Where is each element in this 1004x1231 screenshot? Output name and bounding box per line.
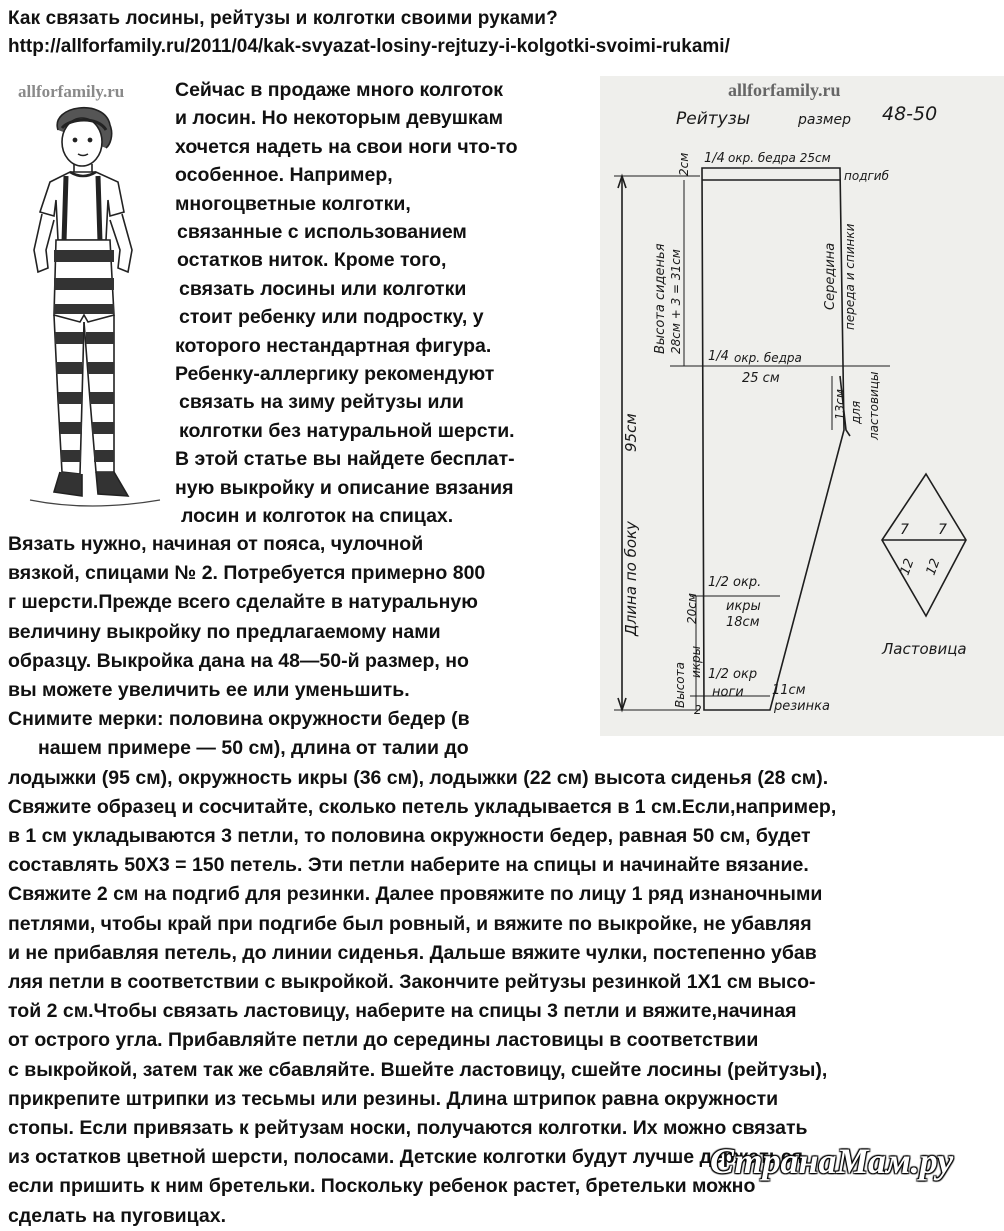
intro-line: и лосин. Но некоторым девушкам <box>175 107 504 130</box>
pattern-size: 48-50 <box>882 103 938 125</box>
body-line: вы можете увеличить ее или уменьшить. <box>8 679 410 702</box>
intro-text <box>175 76 595 531</box>
side-length: Длина по боку <box>622 521 640 636</box>
intro-line: колготки без натуральной шерсти. <box>179 419 515 442</box>
intro-line: особенное. Например, <box>175 164 393 187</box>
body-line: вязкой, спицами № 2. Потребуется примерно 800 <box>8 562 486 585</box>
calf-half: 1/2 окр. <box>708 575 762 590</box>
intro-line: связать на зиму рейтузы или <box>179 391 464 414</box>
calf-word: икры <box>726 599 761 614</box>
body-line: той 2 см.Чтобы связать ластовицу, наберите на спицы 3 петли и вяжите,начиная <box>8 1000 797 1023</box>
ninety-five-cm: 95см <box>622 413 640 452</box>
body-line: стопы. Если привязать к рейтузам носки, получаются колготки. Их можно связать <box>8 1117 808 1140</box>
body-line: Свяжите образец и сосчитайте, сколько петель укладывается в 1 см.Если,например, <box>8 795 837 818</box>
intro-line: которого нестандартная фигура. <box>175 334 492 357</box>
body-line: г шерсти.Прежде всего сделайте в натуральную <box>8 591 478 614</box>
calf-height-1: Высота <box>673 662 687 708</box>
body-line: лодыжки (95 см), окружность икры (36 см), лодыжки (22 см) высота сиденья (28 см). <box>8 766 829 789</box>
body-line: сделать на пуговицах. <box>8 1204 227 1227</box>
two-cm-bottom: 2 <box>694 703 702 717</box>
twenty-cm: 20см <box>685 593 699 624</box>
body-line: Свяжите 2 см на подгиб для резинки. Далее провяжите по лицу 1 ряд изнаночными <box>8 883 823 906</box>
center-1: Середина <box>823 242 838 310</box>
seat-height-1: Высота сиденья <box>653 243 668 354</box>
intro-line: связанные с использованием <box>177 221 467 244</box>
ankle-val: 11см <box>772 683 806 698</box>
brand-watermark: СтранаМам.ру <box>710 1141 954 1181</box>
thirteen-cm: 13см <box>833 389 847 420</box>
intro-line: ную выкройку и описание вязания <box>175 476 514 499</box>
pattern-title: Рейтузы <box>676 109 751 129</box>
body-line: если пришить к ним бретельки. Поскольку ребенок растет, бретельки можно <box>8 1175 756 1198</box>
two-cm-top: 2см <box>677 152 691 176</box>
body-line: с выкройкой, затем так же сбавляйте. Вшейте ластовицу, сшейте лосины (рейтузы), <box>8 1058 828 1081</box>
ankle-half: 1/2 окр <box>708 667 758 682</box>
body-line: от острого угла. Прибавляйте петли до середины ластовицы в соответствии <box>8 1029 759 1052</box>
seat-height-2: 28см + 3 = 31см <box>669 249 683 354</box>
body-line: Снимите мерки: половина окружности бедер (в <box>8 708 470 731</box>
body-line: петлями, чтобы край при подгибе был ровный, и вяжите по выкройке, не убавляя <box>8 912 812 935</box>
intro-line: лосин и колготок на спицах. <box>181 505 454 528</box>
body-line: величину выкройку по предлагаемому нами <box>8 620 441 643</box>
child-illustration <box>10 100 170 520</box>
diamond-7b: 7 <box>938 522 947 538</box>
body-line: и не прибавляя петель, до линии сиденья. Дальше вяжите чулки, постепенно убав <box>8 941 817 964</box>
center-2: переда и спинки <box>843 223 857 330</box>
intro-line: стоит ребенку или подростку, у <box>179 306 484 329</box>
intro-line: связать лосины или колготки <box>179 277 467 300</box>
mid-quarter: 1/4 <box>708 349 729 364</box>
intro-line: Ребенку-аллергику рекомендуют <box>175 363 495 386</box>
pattern-watermark: allforfamily.ru <box>728 80 841 100</box>
body-line: нашем примере — 50 см), длина от талии до <box>38 737 469 760</box>
body-line: прикрепите штрипки из тесьмы или резины. Длина штрипок равна окружности <box>8 1087 779 1110</box>
intro-line: В этой статье вы найдете бесплат- <box>175 448 515 471</box>
hip-mid-val: 25 см <box>742 371 780 386</box>
diamond-12b: 12 <box>923 556 944 578</box>
diamond-7a: 7 <box>900 522 909 538</box>
pattern-size-label: размер <box>798 112 851 128</box>
body-line: из остатков цветной шерсти, полосами. Детские колготки будут лучше держаться, <box>8 1146 809 1169</box>
source-url[interactable]: http://allforfamily.ru/2011/04/kak-svyazat-losiny-rejtuzy-i-kolgotki-svoimi-rukami/ <box>8 36 730 57</box>
calf-height-2: икры <box>689 645 703 678</box>
gusset-name: Ластовица <box>882 640 967 658</box>
calf-val: 18см <box>726 615 760 630</box>
rib-label: резинка <box>774 699 830 714</box>
diamond-12a: 12 <box>897 556 918 578</box>
ankle-word: ноги <box>712 685 744 700</box>
body-line: в 1 см укладываются 3 петли, то половина окружности бедер, равная 50 см, будет <box>8 825 811 848</box>
body-line: Вязать нужно, начиная от пояса, чулочной <box>8 533 424 555</box>
gusset-2: ластовицы <box>867 371 881 440</box>
hip-top: окр. бедра 25см <box>728 151 831 165</box>
body-line: образцу. Выкройка дана на 48—50-й размер, но <box>8 649 469 672</box>
site-watermark-left: allforfamily.ru <box>18 82 125 101</box>
top-quarter: 1/4 <box>704 151 725 166</box>
body-line: составлять 50Х3 = 150 петель. Эти петли наберите на спицы и начинайте вязание. <box>8 854 809 877</box>
hip-mid: окр. бедра <box>734 351 802 365</box>
instructions-text <box>8 530 1002 1231</box>
page-title: Как связать лосины, рейтузы и колготки своими руками? <box>8 8 558 29</box>
intro-line: Сейчас в продаже много колготок <box>175 79 504 101</box>
body-line: ляя петли в соответствии с выкройкой. Закончите рейтузы резинкой 1Х1 см высо- <box>8 971 816 994</box>
intro-line: хочется надеть на свои ноги что-то <box>175 135 518 158</box>
intro-line: остатков ниток. Кроме того, <box>177 249 447 272</box>
gusset-1: для <box>849 400 863 424</box>
fold-label: подгиб <box>844 169 889 183</box>
intro-line: многоцветные колготки, <box>175 192 411 215</box>
